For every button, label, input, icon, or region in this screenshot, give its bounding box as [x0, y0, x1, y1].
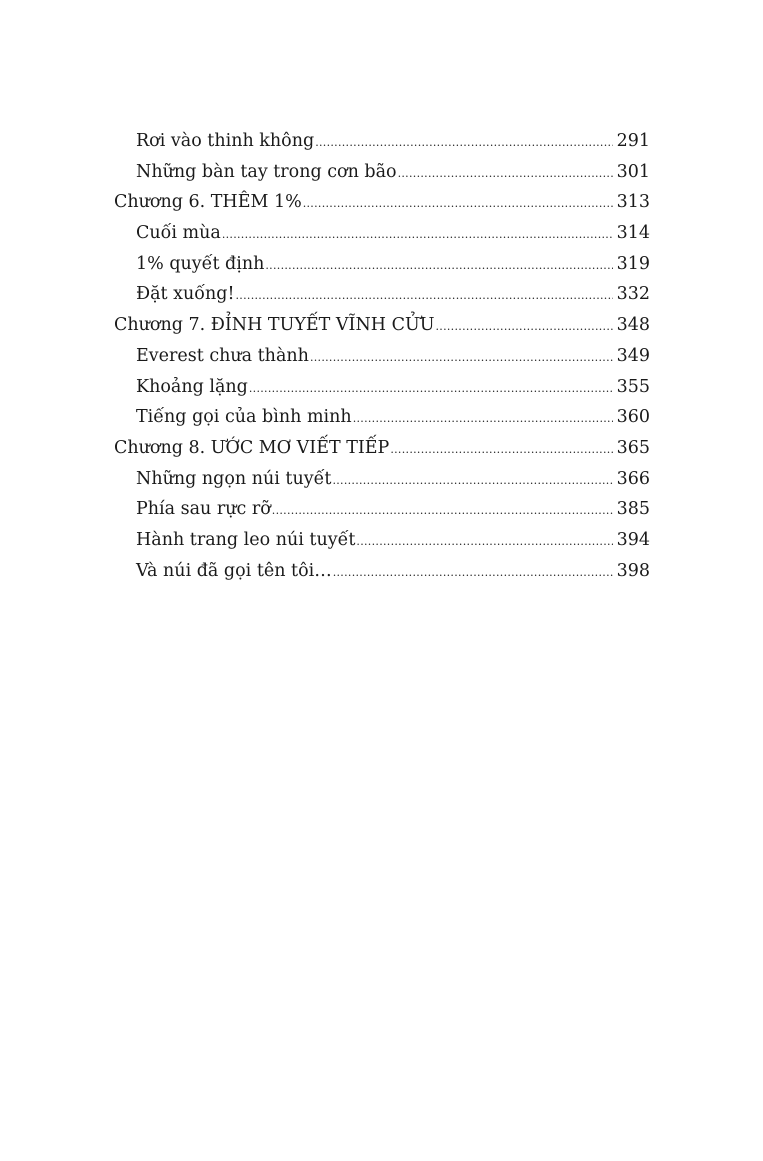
toc-entry-title: Phía sau rực rỡ — [136, 499, 271, 520]
toc-entry-page: 291 — [616, 131, 650, 151]
toc-chapter-entry — [114, 187, 650, 218]
dot-leader — [333, 558, 613, 588]
dot-leader — [265, 251, 612, 281]
dot-leader — [356, 527, 612, 557]
dot-leader — [236, 281, 613, 311]
dot-leader — [332, 466, 612, 496]
toc-entry-page: 398 — [616, 560, 650, 581]
dot-leader — [390, 435, 612, 465]
toc-entry — [114, 402, 650, 433]
toc-entry-title: Những bàn tay trong cơn bão — [136, 161, 397, 182]
toc-entry-title: 1% quyết định — [136, 253, 265, 274]
toc-entry-title: Hành trang leo núi tuyết — [136, 529, 356, 550]
toc-entry-page: 349 — [616, 345, 650, 366]
toc-entry-page: 394 — [616, 529, 650, 550]
table-of-contents — [114, 126, 650, 586]
toc-entry-page: 332 — [616, 284, 650, 305]
dot-leader — [272, 496, 613, 526]
toc-entry — [114, 525, 650, 556]
toc-chapter-entry — [114, 433, 650, 464]
toc-entry — [114, 372, 650, 403]
dot-leader — [353, 404, 613, 434]
toc-entry-title: Tiếng gọi của bình minh — [136, 407, 352, 428]
toc-entry-page: 301 — [616, 161, 650, 182]
dot-leader — [315, 128, 612, 158]
toc-entry-title: Và núi đã gọi tên tôi… — [136, 560, 332, 581]
toc-entry-title: Khoảng lặng — [136, 376, 248, 397]
toc-entry-title: Rơi vào thinh không — [136, 131, 315, 151]
dot-leader — [398, 159, 613, 189]
dot-leader — [222, 220, 613, 250]
dot-leader — [249, 374, 613, 404]
toc-entry-page: 319 — [616, 253, 650, 274]
dot-leader — [303, 189, 613, 219]
toc-entry — [114, 341, 650, 372]
toc-entry-title: Cuối mùa — [136, 223, 221, 244]
toc-entry-title: Những ngọn núi tuyết — [136, 468, 332, 489]
toc-entry-title: Đặt xuống! — [136, 284, 235, 305]
toc-entry — [114, 279, 650, 310]
toc-entry-page: 360 — [616, 407, 650, 428]
toc-chapter-title: Chương 6. THÊM 1% — [114, 192, 302, 213]
toc-entry — [114, 157, 650, 188]
toc-entry — [114, 249, 650, 280]
toc-chapter-entry — [114, 310, 650, 341]
toc-entry-page: 314 — [616, 223, 650, 244]
toc-entry-title: Everest chưa thành — [136, 345, 309, 366]
toc-chapter-title: Chương 8. ƯỚC MƠ VIẾT TIẾP — [114, 437, 390, 458]
toc-entry-page: 348 — [616, 315, 650, 336]
toc-chapter-title: Chương 7. ĐỈNH TUYẾT VĨNH CỬU — [114, 315, 435, 336]
dot-leader — [310, 343, 613, 373]
toc-entry-page: 385 — [616, 499, 650, 520]
toc-entry-page: 365 — [616, 437, 650, 458]
toc-entry-page: 366 — [616, 468, 650, 489]
dot-leader — [436, 312, 613, 342]
toc-entry — [114, 464, 650, 495]
toc-entry — [114, 494, 650, 525]
toc-entry — [114, 126, 650, 157]
toc-entry-page: 355 — [616, 376, 650, 397]
toc-entry-page: 313 — [616, 192, 650, 213]
toc-entry — [114, 556, 650, 587]
toc-entry — [114, 218, 650, 249]
